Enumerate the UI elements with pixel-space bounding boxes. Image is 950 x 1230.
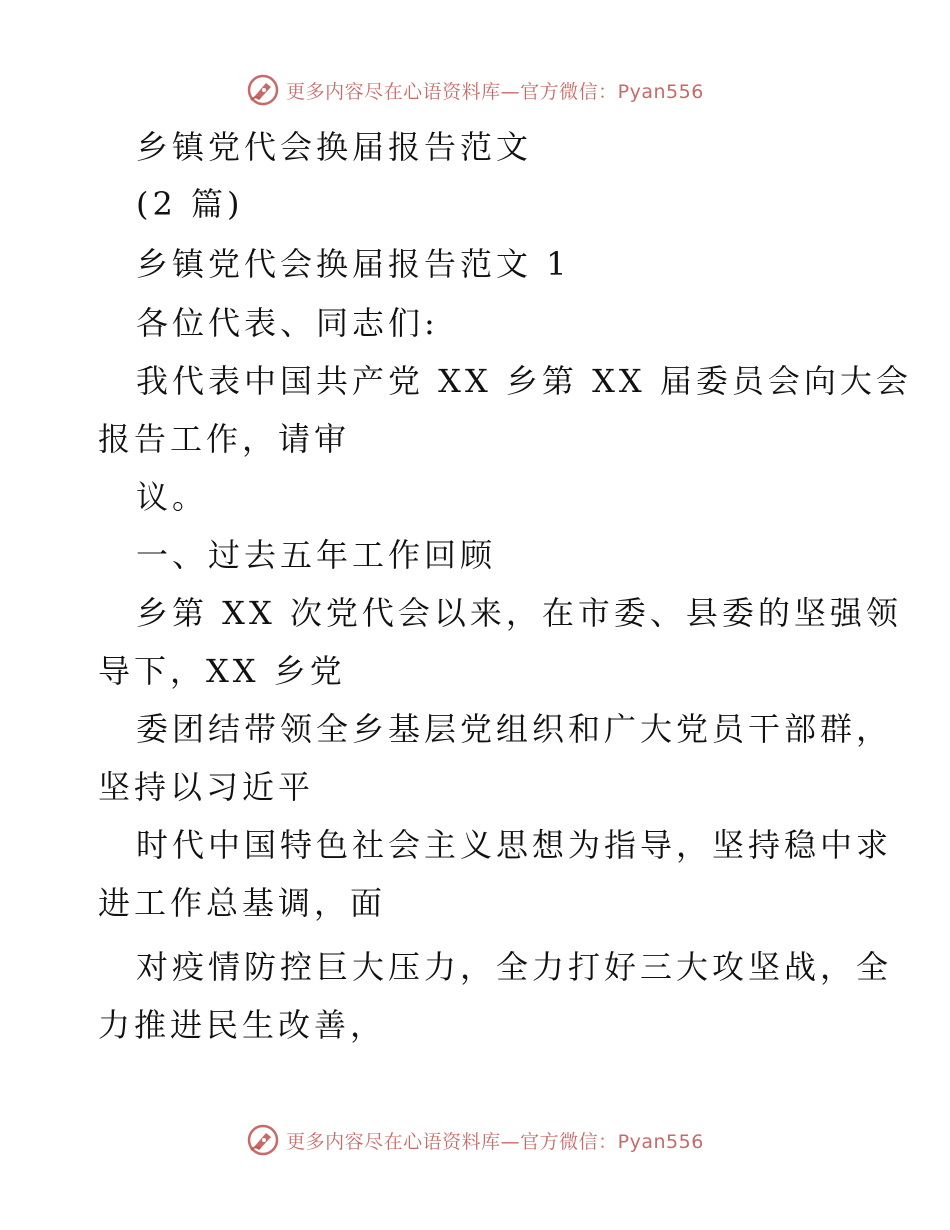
salutation: 各位代表、同志们:: [136, 304, 439, 342]
pen-nib-icon: [246, 1123, 280, 1157]
paragraph-line: 报告工作，请审: [98, 420, 351, 458]
paragraph-line: 委团结带领全乡基层党组织和广大党员干部群，: [136, 710, 893, 748]
paragraph-line: 乡第 XX 次党代会以来，在市委、县委的坚强领: [136, 594, 902, 632]
section-heading: 一、过去五年工作回顾: [136, 536, 497, 574]
doc-title: 乡镇党代会换届报告范文: [136, 128, 533, 166]
paragraph-line: 对疫情防控巨大压力，全力打好三大攻坚战，全: [136, 948, 893, 986]
watermark-text: 更多内容尽在心语资料库—官方微信：Pyan556: [286, 1130, 704, 1153]
paragraph-line: 力推进民生改善，: [98, 1006, 387, 1044]
pen-nib-icon: [246, 73, 280, 107]
section-title: 乡镇党代会换届报告范文 1: [136, 245, 571, 283]
paragraph-line: 议。: [136, 478, 209, 516]
paragraph-line: 导下，XX 乡党: [98, 652, 346, 690]
watermark-text: 更多内容尽在心语资料库—官方微信：Pyan556: [286, 80, 704, 103]
paragraph-line: 时代中国特色社会主义思想为指导，坚持稳中求: [136, 826, 893, 864]
header-watermark-banner: [0, 70, 950, 110]
paragraph-line: 进工作总基调，面: [98, 884, 387, 922]
paragraph-line: 我代表中国共产党 XX 乡第 XX 届委员会向大会: [136, 362, 912, 400]
paragraph-line: 坚持以习近平: [98, 768, 315, 806]
doc-subtitle: (2 篇): [136, 185, 244, 223]
footer-watermark-banner: [0, 1120, 950, 1160]
